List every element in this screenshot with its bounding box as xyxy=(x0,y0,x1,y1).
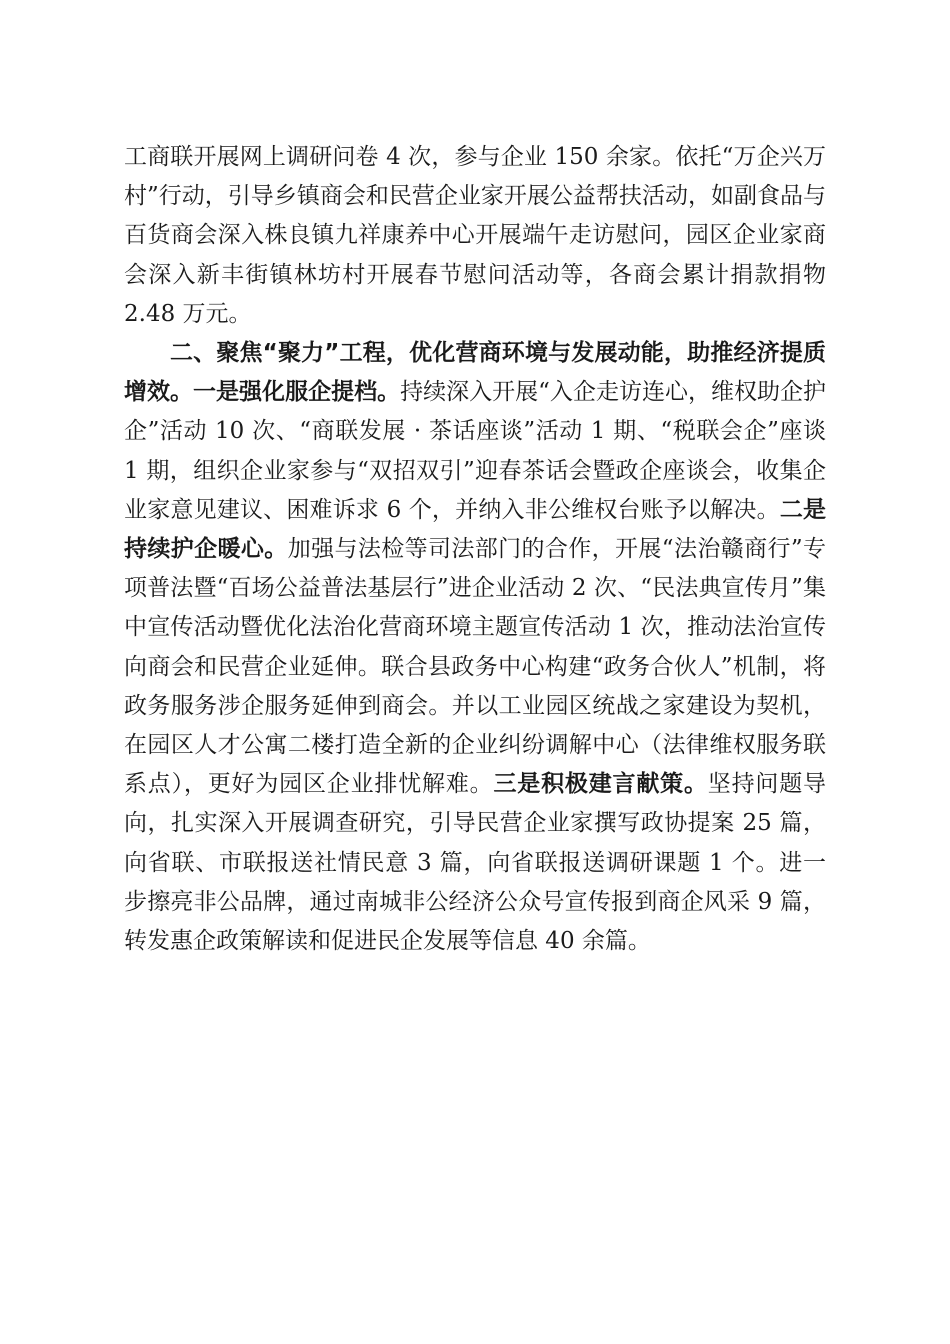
paragraph-business-environment xyxy=(124,334,826,961)
point-2-text: 加强与法检等司法部门的合作，开展“法治赣商行”专项普法暨“百场公益普法基层行”进企业活动 2 次、“民法典宣传月”集中宣传活动暨优化法治化营商环境主题宣传活动 1 次，推动法治宣传向商会和民营企业延伸。联合县政务中心构建“政务合伙人”机制，将政务服务涉企服务延伸到商会。并以工业园区统战之家建设为契机，在园区人才公寓二楼打造全新的企业纠纷调解中心（法律维权服务联系点），更好为园区企业排忧解难。 xyxy=(124,536,826,798)
document-page xyxy=(124,138,826,961)
paragraph-volunteer-activities: 工商联开展网上调研问卷 4 次，参与企业 150 余家。依托“万企兴万村”行动，引导乡镇商会和民营企业家开展公益帮扶活动，如副食品与百货商会深入株良镇九祥康养中心开展端午走访慰问，园区企业家商会深入新丰街镇林坊村开展春节慰问活动等，各商会累计捐款捐物 2.48 万元。 xyxy=(124,144,826,327)
point-1-title: 一是强化服企提档。 xyxy=(193,379,401,406)
point-3-text: 坚持问题导向，扎实深入开展调查研究，引导民营企业家撰写政协提案 25 篇，向省联、市联报送社情民意 3 篇，向省联报送调研课题 1 个。进一步擦亮非公品牌，通过南城非公经济公众号宣传报到商企风采 9 篇，转发惠企政策解读和促进民企发展等信息 40 余篇。 xyxy=(124,771,827,955)
point-1-text: 持续深入开展“入企走访连心，维权助企护企”活动 10 次、“商联发展 · 茶话座谈”活动 1 期、“税联会企”座谈 1 期，组织企业家参与“双招双引”迎春茶话会暨政企座谈会，收集企业家意见建议、困难诉求 6 个，并纳入非公维权台账予以解决。 xyxy=(124,379,827,523)
section-heading: 二、聚焦“聚力”工程，优化营商环境与发展动能，助推经济提质增效。 xyxy=(124,340,826,406)
point-3-title: 三是积极建言献策。 xyxy=(493,771,708,798)
point-2-title: 二是持续护企暖心。 xyxy=(124,496,827,563)
